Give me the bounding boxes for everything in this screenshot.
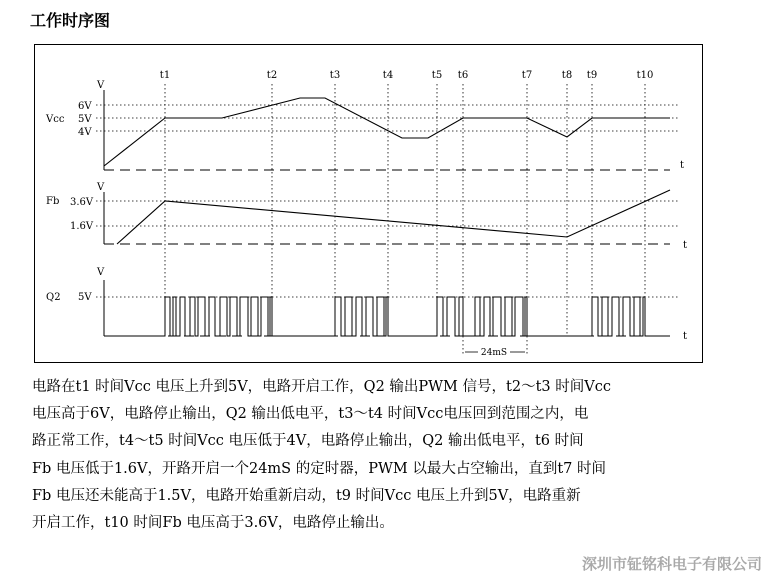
- fb-axis-end: t: [683, 240, 688, 251]
- fb-level-1v6: 1.6V: [70, 221, 94, 232]
- time-label-t7: t7: [521, 70, 533, 81]
- description-line: 电压高于6V，电路停止输出，Q2 输出低电平，t3～t4 时间Vcc电压回到范围之内，电: [32, 406, 589, 423]
- vcc-level-6v: 6V: [78, 101, 92, 112]
- time-label-t8: t8: [561, 70, 573, 81]
- vcc-axis-unit: V: [97, 80, 105, 91]
- time-label-t9: t9: [586, 70, 598, 81]
- vcc-panel: [45, 80, 684, 171]
- description-line: 路正常工作，t4～t5 时间Vcc 电压低于4V，电路停止输出，Q2 输出低电平，t6 时间: [32, 433, 584, 450]
- time-labels: [160, 70, 654, 81]
- description-line: 开启工作，t10 时间Fb 电压高于3.6V，电路停止输出。: [32, 515, 394, 532]
- time-label-t2: t2: [266, 70, 278, 81]
- q2-pwm-waveform: [104, 297, 670, 336]
- vcc-axis-end: t: [680, 160, 685, 171]
- time-label-t1: t1: [159, 70, 171, 81]
- q2-axis-unit: V: [97, 267, 105, 278]
- vcc-waveform: [104, 98, 670, 166]
- page-title: 工作时序图: [30, 11, 111, 30]
- q2-level-5v: 5V: [78, 292, 92, 303]
- company-watermark: 深圳市钲铭科电子有限公司: [581, 555, 762, 573]
- description-line: Fb 电压还未能高于1.5V，电路开始重新启动，t9 时间Vcc 电压上升到5V，电路重新: [32, 487, 581, 504]
- vcc-signal-name: Vcc: [46, 114, 65, 125]
- q2-panel: [46, 267, 687, 358]
- fb-waveform: [117, 190, 670, 244]
- fb-axis-unit: V: [97, 182, 105, 193]
- time-label-t10: t10: [636, 70, 654, 81]
- interval-label-24ms: 24mS: [480, 348, 508, 358]
- time-label-t5: t5: [431, 70, 443, 81]
- q2-axis-end: t: [683, 331, 688, 342]
- fb-panel: [46, 182, 687, 251]
- description-line: 电路在t1 时间Vcc 电压上升到5V，电路开启工作，Q2 输出PWM 信号，t2～t3 时间Vcc: [32, 379, 611, 395]
- time-label-t6: t6: [457, 70, 469, 81]
- vcc-level-5v: 5V: [78, 114, 92, 125]
- time-label-t4: t4: [382, 70, 394, 81]
- fb-level-3v6: 3.6V: [70, 197, 94, 208]
- fb-signal-name: Fb: [46, 196, 60, 207]
- time-label-t3: t3: [329, 70, 341, 81]
- description-line: Fb 电压低于1.6V，开路开启一个24mS 的定时器，PWM 以最大占空输出，直到t7 时间: [32, 460, 607, 477]
- vcc-level-4v: 4V: [78, 127, 92, 138]
- q2-signal-name: Q2: [46, 292, 61, 303]
- description-text: [32, 374, 732, 537]
